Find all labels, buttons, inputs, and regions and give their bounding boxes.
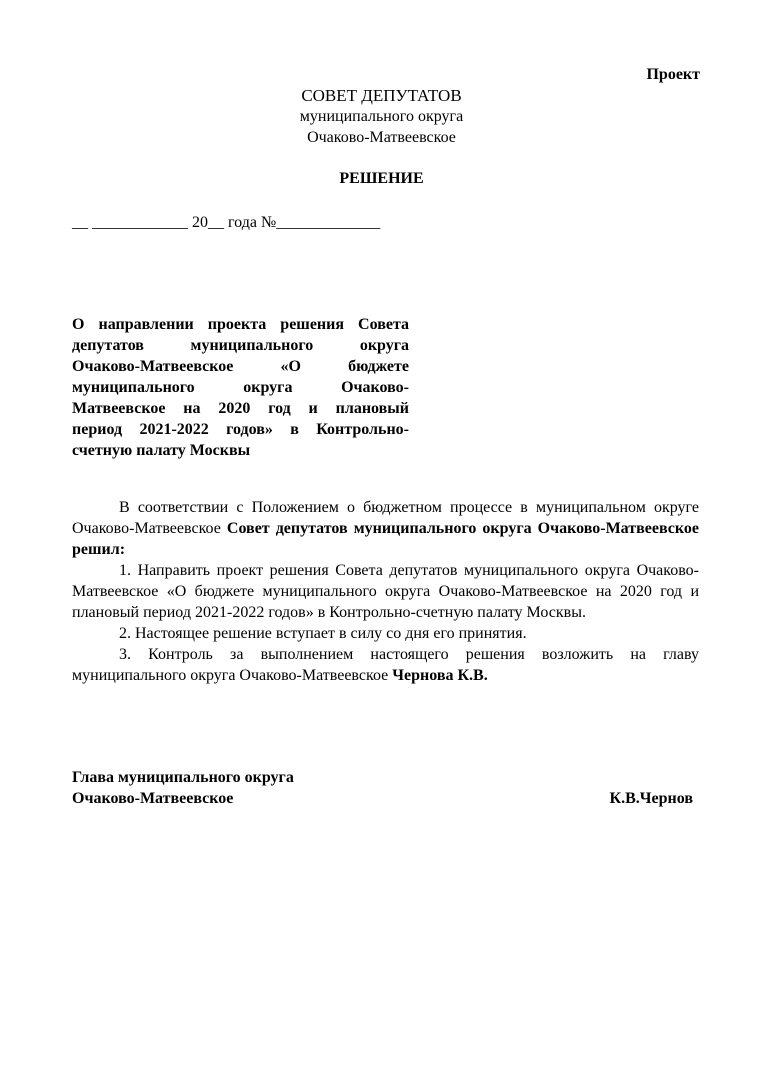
preamble-text: В соответствии с Положением о бюджетном процессе в муниципальном округе Очаково-Матвеевское bbox=[72, 499, 699, 537]
date-number-line: __ ____________ 20__ года №_____________ bbox=[72, 214, 381, 231]
document-header bbox=[0, 85, 763, 148]
subject-line: депутатов муниципального округа bbox=[72, 337, 409, 354]
item-text: 2. Настоящее решение вступает в силу со дня его принятия. bbox=[119, 625, 527, 642]
decision-item-1 bbox=[72, 560, 699, 623]
subject-line: муниципального округа Очаково- bbox=[72, 379, 409, 396]
council-name: СОВЕТ ДЕПУТАТОВ bbox=[301, 86, 462, 105]
draft-label: Проект bbox=[646, 66, 700, 83]
preamble-resolution: Совет депутатов муниципального округа Очаково-Матвеевское решил: bbox=[72, 520, 700, 558]
signature-block bbox=[72, 767, 693, 809]
preamble-paragraph bbox=[72, 497, 699, 560]
district-name: Очаково-Матвеевское bbox=[307, 129, 456, 146]
district-line: муниципального округа bbox=[299, 108, 464, 125]
item-bold-name: Чернова К.В. bbox=[392, 667, 488, 684]
decision-item-2 bbox=[72, 623, 699, 644]
signatory-title-line1: Глава муниципального округа bbox=[72, 769, 294, 786]
decision-body bbox=[72, 497, 699, 686]
item-text: 3. Контроль за выполнением настоящего решения возложить на главу муниципального округа Очаково-Матвеевское bbox=[72, 646, 699, 684]
subject-line: О направлении проекта решения Совета bbox=[72, 316, 409, 333]
item-text: 1. Направить проект решения Совета депутатов муниципального округа Очаково-Матвеевское «О бюджете муниципального округа Очаково-Матвеевское на 2020 год и плановый период 2021-2022 годов» в Контрольно-счетную палату Москвы. bbox=[72, 562, 699, 621]
signature-row-2 bbox=[72, 788, 693, 809]
subject-line: Матвеевское на 2020 год и плановый bbox=[72, 400, 409, 417]
signature-row-1 bbox=[72, 767, 693, 788]
decision-item-3 bbox=[72, 644, 699, 686]
signatory-name: К.В.Чернов bbox=[609, 790, 693, 807]
decision-title: РЕШЕНИЕ bbox=[339, 170, 424, 187]
subject-line: счетную палату Москвы bbox=[72, 442, 251, 459]
subject-line: Очаково-Матвеевское «О бюджете bbox=[72, 358, 409, 375]
signatory-title-line2: Очаково-Матвеевское bbox=[72, 790, 234, 807]
decision-subject bbox=[72, 314, 409, 461]
subject-line: период 2021-2022 годов» в Контрольно- bbox=[72, 421, 409, 438]
